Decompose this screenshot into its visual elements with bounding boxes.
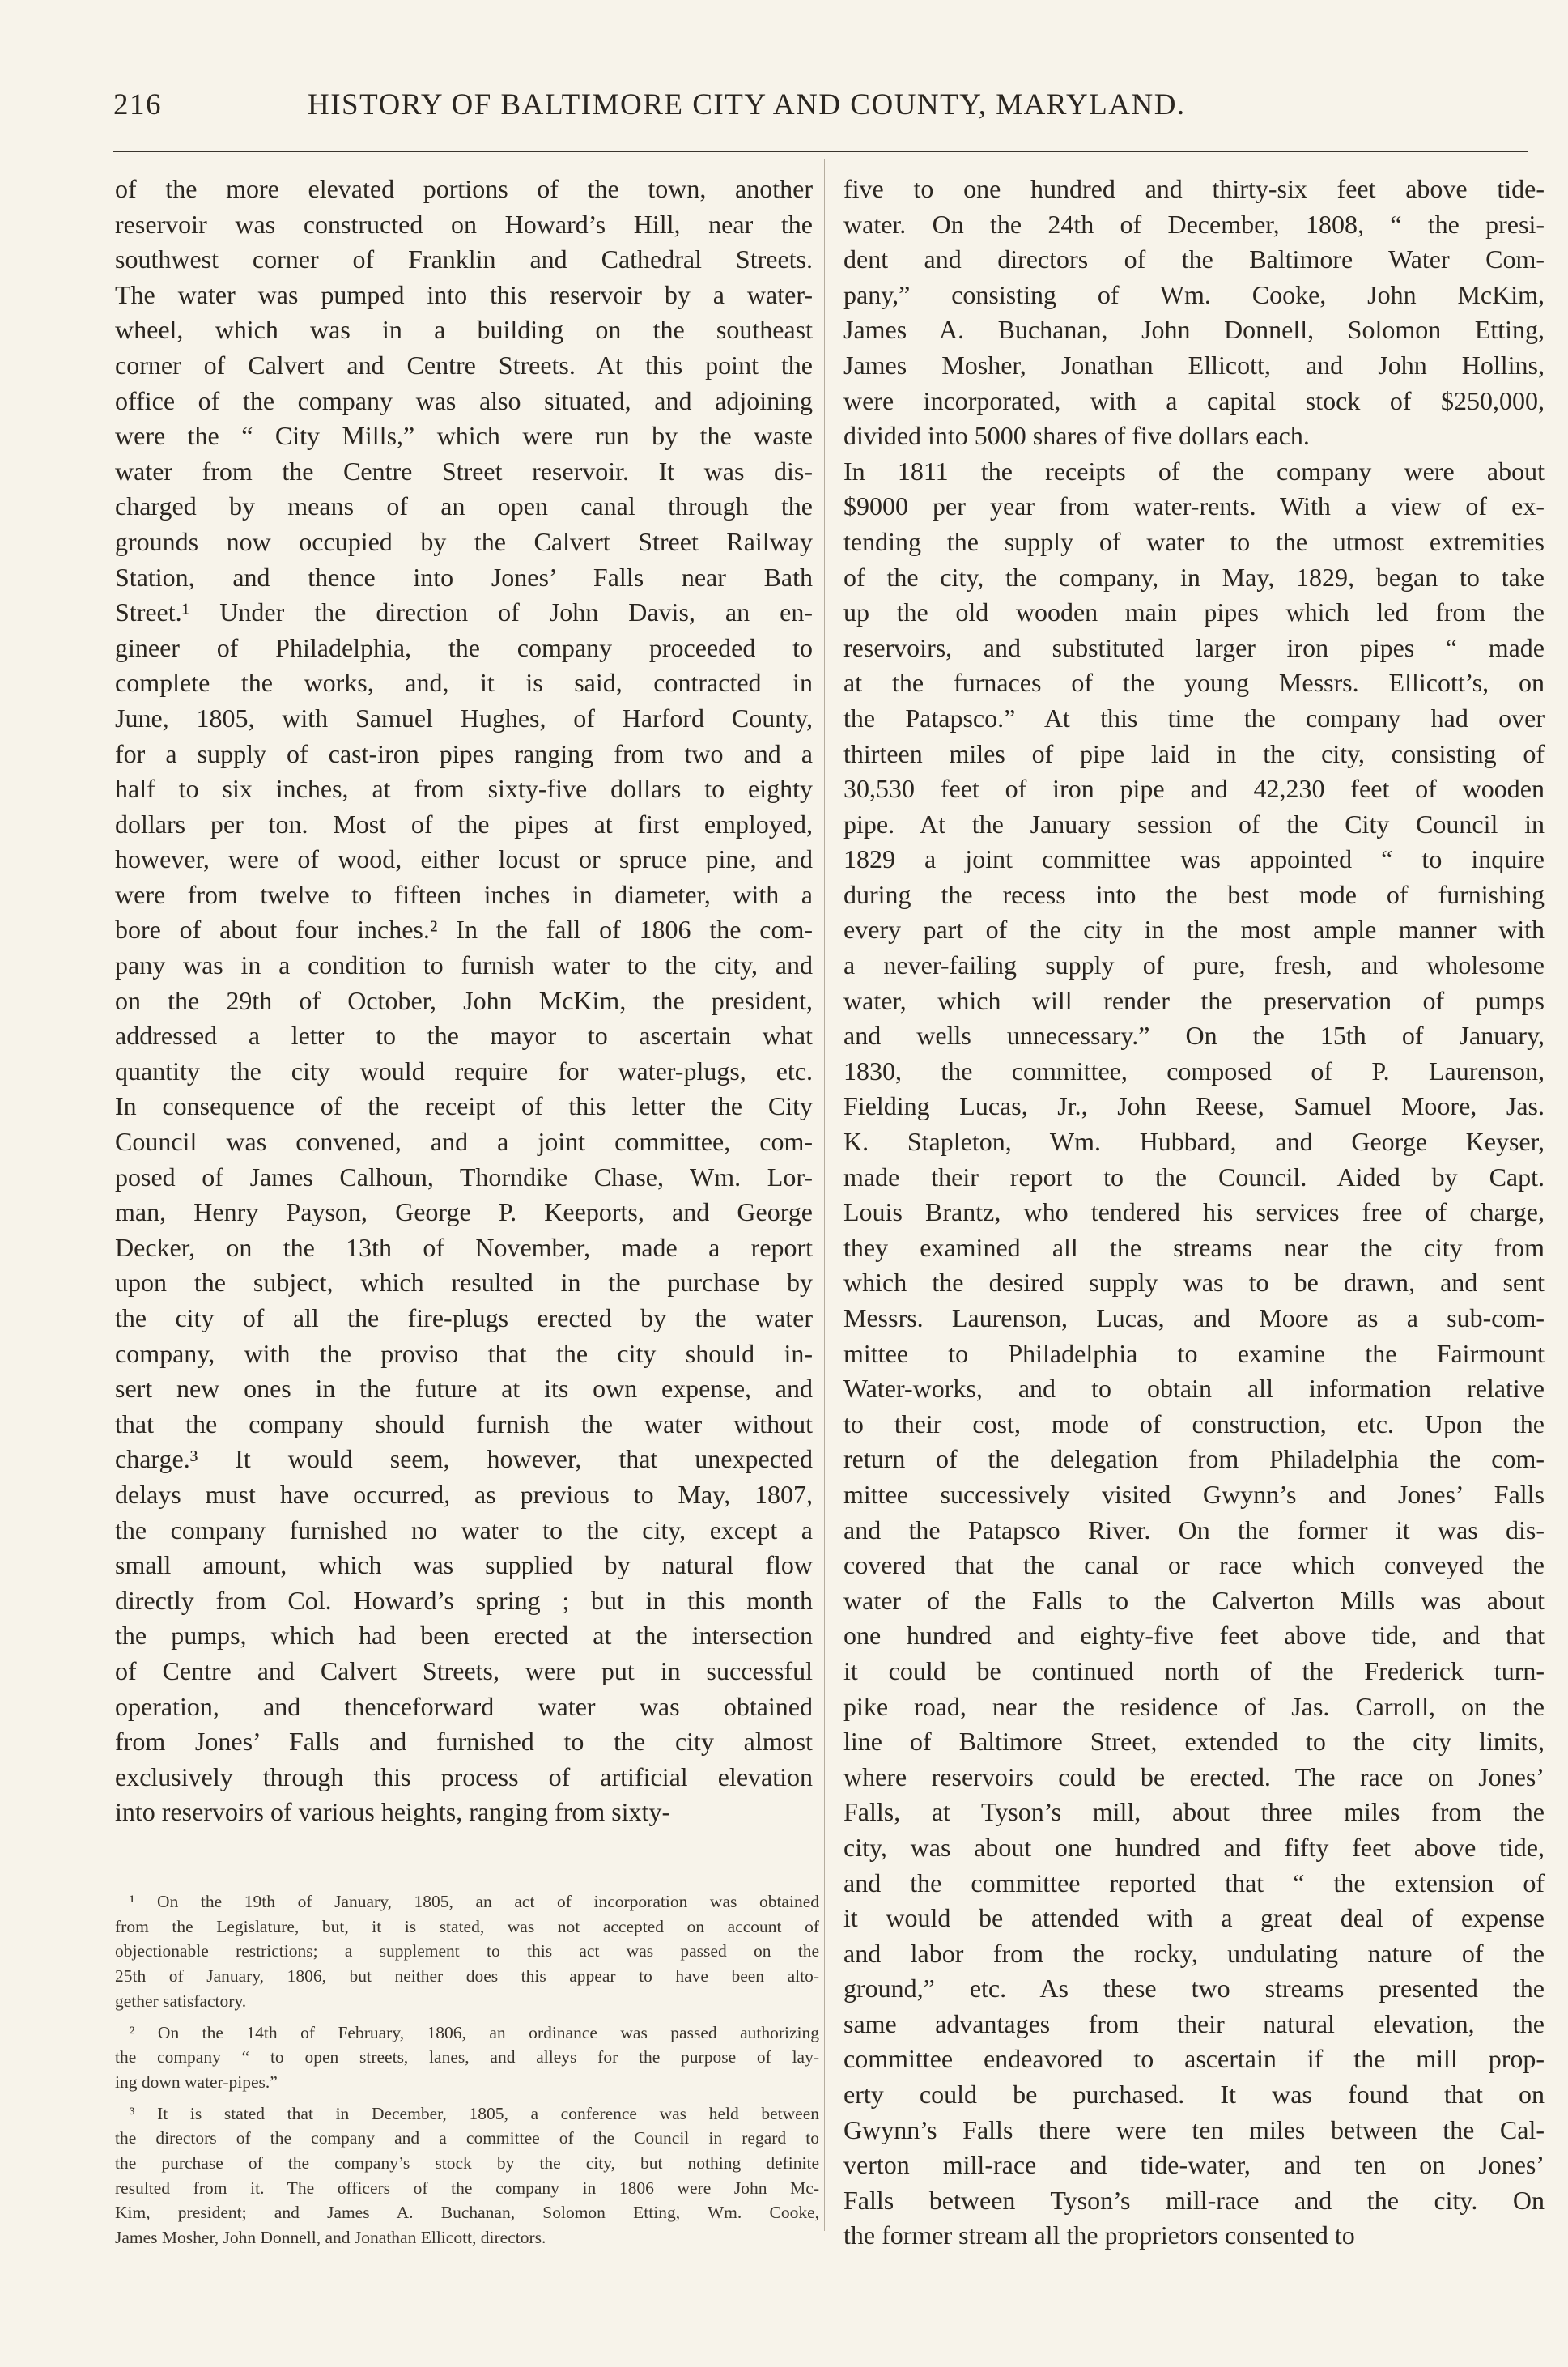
text-line: Decker, on the 13th of November, made a report <box>115 1232 813 1262</box>
text-line: divided into 5000 shares of five dollars each. <box>843 421 1310 451</box>
page-header <box>113 87 1344 133</box>
footnote-line: Kim, president; and James A. Buchanan, Solomon Etting, Wm. Cooke, <box>115 2203 819 2223</box>
text-line: small amount, which was supplied by natural flow <box>115 1550 813 1580</box>
text-line: the former stream all the proprietors consented to <box>843 2220 1355 2250</box>
text-line: sert new ones in the future at its own expense, and <box>115 1374 813 1404</box>
text-line: water. On the 24th of December, 1808, “ the presi- <box>843 209 1545 239</box>
header-rule <box>113 151 1528 152</box>
running-head: HISTORY OF BALTIMORE CITY AND COUNTY, MARYLAND. <box>308 88 1186 121</box>
text-line: operation, and thenceforward water was obtained <box>115 1691 813 1721</box>
text-line: southwest corner of Franklin and Cathedral Streets. <box>115 244 813 274</box>
footnotes <box>115 1889 819 2250</box>
footnote-line: from the Legislature, but, it is stated, was not accepted on account of <box>115 1916 819 1936</box>
text-line: wheel, which was in a building on the southeast <box>115 315 813 345</box>
text-line: Station, and thence into Jones’ Falls near Bath <box>115 562 813 592</box>
text-line: 1830, the committee, composed of P. Laurenson, <box>843 1056 1545 1086</box>
text-line: from Jones’ Falls and furnished to the city almost <box>115 1727 813 1757</box>
text-line: upon the subject, which resulted in the purchase by <box>115 1268 813 1298</box>
text-line: water from the Centre Street reservoir. It was dis- <box>115 456 813 486</box>
footnote-line: the directors of the company and a committee of the Council in regard to <box>115 2128 819 2148</box>
text-line: of the city, the company, in May, 1829, began to take <box>843 562 1545 592</box>
text-line: 1829 a joint committee was appointed “ to inquire <box>843 844 1545 874</box>
text-line: it would be attended with a great deal of expense <box>843 1903 1545 1933</box>
text-line: James Mosher, Jonathan Ellicott, and John Hollins, <box>843 350 1545 380</box>
text-line: complete the works, and, it is said, contracted in <box>115 668 813 698</box>
text-line: In 1811 the receipts of the company were about <box>843 456 1545 486</box>
text-line: were the “ City Mills,” which were run by the waste <box>115 421 813 451</box>
text-line: posed of James Calhoun, Thorndike Chase, Wm. Lor- <box>115 1162 813 1192</box>
text-line: dent and directors of the Baltimore Water Com- <box>843 244 1545 274</box>
text-line: every part of the city in the most ample manner with <box>843 915 1545 945</box>
text-line: man, Henry Payson, George P. Keeports, and George <box>115 1197 813 1227</box>
text-line: erty could be purchased. It was found that on <box>843 2080 1545 2110</box>
text-line: Council was convened, and a joint committee, com- <box>115 1127 813 1157</box>
text-line: quantity the city would require for water-plugs, etc. <box>115 1056 813 1086</box>
text-line: pike road, near the residence of Jas. Carroll, on the <box>843 1691 1545 1721</box>
text-line: return of the delegation from Philadelphia the com- <box>843 1444 1545 1474</box>
text-line: where reservoirs could be erected. The race on Jones’ <box>843 1761 1545 1791</box>
text-line: Street.¹ Under the direction of John Davis, an en- <box>115 597 813 627</box>
text-line: ground,” etc. As these two streams presented the <box>843 1974 1545 2004</box>
text-line: reservoirs, and substituted larger iron pipes “ made <box>843 632 1545 662</box>
text-line: reservoir was constructed on Howard’s Hill, near the <box>115 209 813 239</box>
text-line: the company furnished no water to the city, except a <box>115 1515 813 1545</box>
text-line: James A. Buchanan, John Donnell, Solomon Etting, <box>843 315 1545 345</box>
text-line: addressed a letter to the mayor to ascertain what <box>115 1021 813 1051</box>
text-line: at the furnaces of the young Messrs. Ellicott’s, on <box>843 668 1545 698</box>
footnote-line: James Mosher, John Donnell, and Jonathan Ellicott, directors. <box>115 2228 546 2248</box>
text-line: pany was in a condition to furnish water to the city, and <box>115 950 813 980</box>
text-line: the pumps, which had been erected at the intersection <box>115 1621 813 1651</box>
text-line: grounds now occupied by the Calvert Street Railway <box>115 526 813 556</box>
text-line: verton mill-race and tide-water, and ten on Jones’ <box>843 2150 1545 2180</box>
footnote-line: ² On the 14th of February, 1806, an ordinance was passed authorizing <box>130 2022 819 2042</box>
footnote-line: objectionable restrictions; a supplement to this act was passed on the <box>115 1941 819 1961</box>
text-line: committee endeavored to ascertain if the mill prop- <box>843 2044 1545 2074</box>
text-line: pany,” consisting of Wm. Cooke, John McKim, <box>843 279 1545 309</box>
footnote-line: ³ It is stated that in December, 1805, a conference was held between <box>130 2103 819 2123</box>
text-line: five to one hundred and thirty-six feet above tide- <box>843 174 1545 203</box>
text-line: and labor from the rocky, undulating nature of the <box>843 1938 1545 1968</box>
text-line: to their cost, mode of construction, etc. Upon the <box>843 1409 1545 1438</box>
text-line: made their report to the Council. Aided by Capt. <box>843 1162 1545 1192</box>
text-line: gineer of Philadelphia, the company proceeded to <box>115 632 813 662</box>
text-line: water of the Falls to the Calverton Mills was about <box>843 1585 1545 1615</box>
text-line: of the more elevated portions of the town, another <box>115 174 813 203</box>
text-line: mittee successively visited Gwynn’s and Jones’ Falls <box>843 1479 1545 1509</box>
footnote-line: 25th of January, 1806, but neither does this appear to have been alto- <box>115 1966 819 1987</box>
text-line: were incorporated, with a capital stock of $250,000, <box>843 385 1545 415</box>
text-line: they examined all the streams near the city from <box>843 1232 1545 1262</box>
column-divider <box>824 159 825 2231</box>
text-line: into reservoirs of various heights, ranging from sixty- <box>115 1797 671 1827</box>
text-line: covered that the canal or race which conveyed the <box>843 1550 1545 1580</box>
text-line: the Patapsco.” At this time the company had over <box>843 703 1545 733</box>
text-line: line of Baltimore Street, extended to the city limits, <box>843 1727 1545 1757</box>
text-line: corner of Calvert and Centre Streets. At this point the <box>115 350 813 380</box>
left-column <box>115 172 813 1830</box>
text-line: bore of about four inches.² In the fall of 1806 the com- <box>115 915 813 945</box>
text-line: city, was about one hundred and fifty feet above tide, <box>843 1832 1545 1862</box>
text-line: Falls, at Tyson’s mill, about three miles from the <box>843 1797 1545 1827</box>
text-line: In consequence of the receipt of this letter the City <box>115 1091 813 1121</box>
footnote-line: ¹ On the 19th of January, 1805, an act of incorporation was obtained <box>130 1892 819 1911</box>
text-line: charge.³ It would seem, however, that unexpected <box>115 1444 813 1474</box>
text-line: water, which will render the preservation of pumps <box>843 985 1545 1015</box>
right-column <box>843 172 1545 2254</box>
text-line: June, 1805, with Samuel Hughes, of Harford County, <box>115 703 813 733</box>
text-line: The water was pumped into this reservoir by a water- <box>115 279 813 309</box>
text-line: exclusively through this process of artificial elevation <box>115 1761 813 1791</box>
text-line: directly from Col. Howard’s spring ; but in this month <box>115 1585 813 1615</box>
footnote-line: the purchase of the company’s stock by the city, but nothing definite <box>115 2153 819 2174</box>
text-line: and the committee reported that “ the extension of <box>843 1868 1545 1897</box>
text-line: dollars per ton. Most of the pipes at first employed, <box>115 809 813 839</box>
text-line: half to six inches, at from sixty-five dollars to eighty <box>115 774 813 804</box>
text-line: during the recess into the best mode of furnishing <box>843 879 1545 909</box>
text-line: it could be continued north of the Frederick turn- <box>843 1655 1545 1685</box>
text-line: the city of all the fire-plugs erected by the water <box>115 1303 813 1332</box>
text-line: Water-works, and to obtain all information relative <box>843 1374 1545 1404</box>
text-line: Messrs. Laurenson, Lucas, and Moore as a sub-com- <box>843 1303 1545 1332</box>
text-line: 30,530 feet of iron pipe and 42,230 feet of wooden <box>843 774 1545 804</box>
text-line: tending the supply of water to the utmost extremities <box>843 526 1545 556</box>
text-line: Louis Brantz, who tendered his services free of charge, <box>843 1197 1545 1227</box>
text-line: mittee to Philadelphia to examine the Fairmount <box>843 1338 1545 1368</box>
text-line: thirteen miles of pipe laid in the city, consisting of <box>843 738 1545 768</box>
footnote-line: the company “ to open streets, lanes, and alleys for the purpose of lay- <box>115 2047 819 2067</box>
text-line: Gwynn’s Falls there were ten miles between the Cal- <box>843 2114 1545 2144</box>
text-line: were from twelve to fifteen inches in diameter, with a <box>115 879 813 909</box>
text-line: Fielding Lucas, Jr., John Reese, Samuel Moore, Jas. <box>843 1091 1545 1121</box>
text-line: and wells unnecessary.” On the 15th of January, <box>843 1021 1545 1051</box>
text-line: K. Stapleton, Wm. Hubbard, and George Keyser, <box>843 1127 1545 1157</box>
text-line: pipe. At the January session of the City Council in <box>843 809 1545 839</box>
footnote-line: gether satisfactory. <box>115 1991 247 2011</box>
text-line: on the 29th of October, John McKim, the president, <box>115 985 813 1015</box>
footnote-line: ing down water-pipes.” <box>115 2072 278 2092</box>
text-line: Falls between Tyson’s mill-race and the city. On <box>843 2185 1545 2215</box>
text-line: office of the company was also situated, and adjoining <box>115 385 813 415</box>
text-line: a never-failing supply of pure, fresh, and wholesome <box>843 950 1545 980</box>
footnote-line: resulted from it. The officers of the company in 1806 were John Mc- <box>115 2178 819 2198</box>
text-line: delays must have occurred, as previous to May, 1807, <box>115 1479 813 1509</box>
text-line: $9000 per year from water-rents. With a view of ex- <box>843 491 1545 521</box>
text-line: company, with the proviso that the city should in- <box>115 1338 813 1368</box>
text-line: however, were of wood, either locust or spruce pine, and <box>115 844 813 874</box>
text-line: that the company should furnish the water without <box>115 1409 813 1438</box>
text-line: and the Patapsco River. On the former it was dis- <box>843 1515 1545 1545</box>
text-line: charged by means of an open canal through the <box>115 491 813 521</box>
text-line: same advantages from their natural elevation, the <box>843 2008 1545 2038</box>
text-line: for a supply of cast-iron pipes ranging from two and a <box>115 738 813 768</box>
text-line: which the desired supply was to be drawn, and sent <box>843 1268 1545 1298</box>
text-line: up the old wooden main pipes which led from the <box>843 597 1545 627</box>
text-line: of Centre and Calvert Streets, were put in successful <box>115 1655 813 1685</box>
page-number: 216 <box>113 88 162 121</box>
text-line: one hundred and eighty-five feet above tide, and that <box>843 1621 1545 1651</box>
